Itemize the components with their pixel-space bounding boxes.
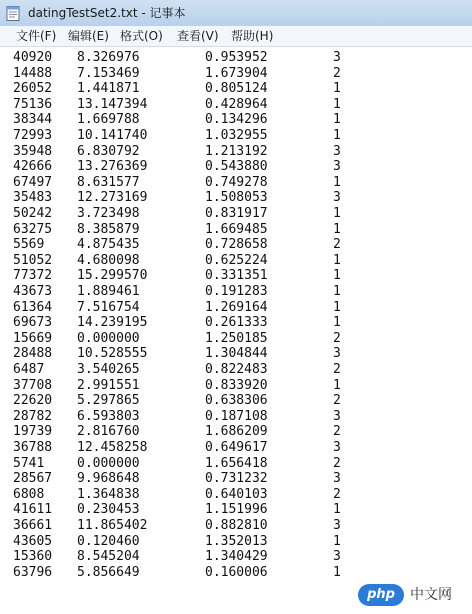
text-line <box>0 534 472 550</box>
text-line <box>0 175 472 191</box>
menu-bar <box>0 26 472 47</box>
text-col-2: 3.723498 <box>77 206 140 221</box>
text-col-2: 0.000000 <box>77 330 140 346</box>
text-col-3: 0.953952 <box>205 50 268 65</box>
text-col-3: 1.250185 <box>205 330 268 346</box>
text-line <box>0 487 472 503</box>
text-col-1: 26052 <box>13 81 53 97</box>
text-line <box>0 300 472 316</box>
text-line <box>0 222 472 238</box>
text-col-2: 0.000000 <box>77 455 140 471</box>
text-col-2: 1.441871 <box>77 81 140 97</box>
text-col-1: 77372 <box>13 268 53 284</box>
notepad-icon <box>6 5 21 21</box>
text-col-1: 51052 <box>13 252 53 268</box>
text-line <box>0 112 472 128</box>
text-editor-area[interactable] <box>0 47 472 614</box>
text-col-3: 1.352013 <box>205 533 268 549</box>
text-col-3: 1.656418 <box>205 455 268 471</box>
text-col-1: 41611 <box>13 502 53 518</box>
text-col-2: 0.120460 <box>77 533 140 549</box>
text-col-1: 36661 <box>13 518 53 533</box>
text-col-1: 61364 <box>13 299 53 315</box>
text-col-4: 3 <box>333 518 341 533</box>
text-col-3: 0.187108 <box>205 408 268 424</box>
text-col-3: 0.640103 <box>205 486 268 502</box>
text-col-2: 2.991551 <box>77 377 140 393</box>
text-col-4: 1 <box>333 564 341 580</box>
text-col-3: 0.831917 <box>205 206 268 221</box>
text-col-4: 3 <box>333 190 341 206</box>
text-col-3: 0.331351 <box>205 268 268 284</box>
text-col-1: 15360 <box>13 549 53 565</box>
text-col-3: 1.686209 <box>205 424 268 440</box>
text-line <box>0 331 472 347</box>
text-col-1: 5741 <box>13 455 45 471</box>
text-col-1: 19739 <box>13 424 53 440</box>
text-col-2: 9.968648 <box>77 471 140 487</box>
text-col-3: 0.543880 <box>205 159 268 175</box>
text-col-1: 69673 <box>13 315 53 331</box>
text-col-4: 1 <box>333 299 341 315</box>
text-col-3: 1.669485 <box>205 221 268 237</box>
text-line <box>0 66 472 82</box>
text-col-2: 14.239195 <box>77 315 148 331</box>
text-line <box>0 409 472 425</box>
text-col-1: 6487 <box>13 362 45 377</box>
text-col-1: 35483 <box>13 190 53 206</box>
text-col-4: 2 <box>333 330 341 346</box>
text-col-3: 1.269164 <box>205 299 268 315</box>
text-col-1: 14488 <box>13 65 53 81</box>
text-col-4: 3 <box>333 471 341 487</box>
text-line <box>0 159 472 175</box>
text-line <box>0 284 472 300</box>
text-col-2: 11.865402 <box>77 518 148 533</box>
text-col-2: 5.297865 <box>77 393 140 409</box>
text-col-1: 38344 <box>13 112 53 128</box>
text-col-2: 1.669788 <box>77 112 140 128</box>
text-line <box>0 346 472 362</box>
text-col-1: 43673 <box>13 284 53 299</box>
text-col-2: 12.273169 <box>77 190 148 206</box>
text-col-4: 3 <box>333 549 341 565</box>
text-col-3: 0.833920 <box>205 377 268 393</box>
text-col-1: 67497 <box>13 174 53 190</box>
text-col-2: 7.516754 <box>77 299 140 315</box>
text-col-3: 1.213192 <box>205 143 268 159</box>
text-line <box>0 502 472 518</box>
text-col-3: 0.822483 <box>205 362 268 377</box>
text-col-4: 1 <box>333 252 341 268</box>
text-line <box>0 253 472 269</box>
text-line <box>0 549 472 565</box>
text-line <box>0 565 472 581</box>
text-line <box>0 237 472 253</box>
text-col-2: 6.593803 <box>77 408 140 424</box>
text-col-2: 0.230453 <box>77 502 140 518</box>
text-col-2: 13.276369 <box>77 159 148 175</box>
text-col-4: 1 <box>333 377 341 393</box>
text-line <box>0 362 472 378</box>
text-col-1: 63796 <box>13 564 53 580</box>
menu-view[interactable]: 查看(V) <box>177 29 219 43</box>
text-col-2: 5.856649 <box>77 564 140 580</box>
text-col-2: 1.364838 <box>77 486 140 502</box>
text-col-2: 4.680098 <box>77 252 140 268</box>
text-col-2: 2.816760 <box>77 424 140 440</box>
text-col-4: 2 <box>333 393 341 409</box>
text-col-1: 63275 <box>13 221 53 237</box>
text-col-2: 7.153469 <box>77 65 140 81</box>
text-col-2: 6.830792 <box>77 143 140 159</box>
text-col-3: 0.638306 <box>205 393 268 409</box>
menu-edit[interactable]: 编辑(E) <box>68 29 109 43</box>
text-col-2: 8.545204 <box>77 549 140 565</box>
text-col-3: 0.428964 <box>205 96 268 112</box>
text-line <box>0 315 472 331</box>
text-col-4: 3 <box>333 50 341 65</box>
text-col-1: 43605 <box>13 533 53 549</box>
text-line <box>0 190 472 206</box>
text-col-1: 5569 <box>13 237 45 253</box>
text-col-3: 0.731232 <box>205 471 268 487</box>
text-line <box>0 97 472 113</box>
text-col-1: 6808 <box>13 486 45 502</box>
text-col-4: 2 <box>333 362 341 377</box>
text-line <box>0 456 472 472</box>
text-col-2: 15.299570 <box>77 268 148 284</box>
text-col-1: 22620 <box>13 393 53 409</box>
text-col-3: 1.032955 <box>205 128 268 143</box>
text-col-1: 35948 <box>13 143 53 159</box>
text-col-4: 3 <box>333 159 341 175</box>
text-col-3: 1.673904 <box>205 65 268 81</box>
text-line <box>0 378 472 394</box>
menu-format[interactable]: 格式(O) <box>120 29 163 43</box>
text-col-1: 28488 <box>13 346 53 362</box>
text-col-3: 1.151996 <box>205 502 268 518</box>
text-col-3: 0.649617 <box>205 440 268 455</box>
text-col-3: 1.340429 <box>205 549 268 565</box>
site-watermark <box>354 582 466 608</box>
text-col-3: 1.508053 <box>205 190 268 206</box>
text-col-4: 2 <box>333 424 341 440</box>
text-col-1: 50242 <box>13 206 53 221</box>
text-col-2: 8.326976 <box>77 50 140 65</box>
text-col-1: 36788 <box>13 440 53 455</box>
text-col-4: 1 <box>333 96 341 112</box>
text-col-1: 72993 <box>13 128 53 143</box>
text-line <box>0 81 472 97</box>
text-col-2: 8.385879 <box>77 221 140 237</box>
text-col-4: 2 <box>333 486 341 502</box>
menu-help[interactable]: 帮助(H) <box>231 29 274 43</box>
text-line <box>0 424 472 440</box>
text-col-4: 1 <box>333 112 341 128</box>
text-col-3: 0.749278 <box>205 174 268 190</box>
text-col-4: 1 <box>333 81 341 97</box>
text-col-3: 1.304844 <box>205 346 268 362</box>
title-bar[interactable] <box>0 0 472 27</box>
text-col-1: 28567 <box>13 471 53 487</box>
text-line <box>0 268 472 284</box>
text-col-3: 0.134296 <box>205 112 268 128</box>
text-col-3: 0.261333 <box>205 315 268 331</box>
text-line <box>0 393 472 409</box>
text-col-2: 13.147394 <box>77 96 148 112</box>
text-col-4: 1 <box>333 315 341 331</box>
text-col-3: 0.625224 <box>205 252 268 268</box>
text-col-3: 0.882810 <box>205 518 268 533</box>
text-col-1: 37708 <box>13 377 53 393</box>
text-col-4: 2 <box>333 237 341 253</box>
text-col-2: 10.528555 <box>77 346 148 362</box>
text-col-4: 3 <box>333 143 341 159</box>
text-col-4: 1 <box>333 206 341 221</box>
text-col-3: 0.805124 <box>205 81 268 97</box>
text-col-4: 3 <box>333 346 341 362</box>
text-line <box>0 518 472 534</box>
text-col-1: 40920 <box>13 50 53 65</box>
window-title: datingTestSet2.txt - 记事本 <box>28 6 186 20</box>
watermark-badge: php <box>358 584 404 606</box>
text-col-2: 4.875435 <box>77 237 140 253</box>
text-col-1: 42666 <box>13 159 53 175</box>
text-col-3: 0.728658 <box>205 237 268 253</box>
watermark-text: 中文网 <box>410 587 452 603</box>
text-col-4: 1 <box>333 128 341 143</box>
text-col-4: 2 <box>333 65 341 81</box>
text-col-2: 12.458258 <box>77 440 148 455</box>
text-col-4: 1 <box>333 268 341 284</box>
text-col-4: 3 <box>333 408 341 424</box>
text-col-3: 0.191283 <box>205 284 268 299</box>
text-line <box>0 128 472 144</box>
text-col-1: 28782 <box>13 408 53 424</box>
text-col-2: 1.889461 <box>77 284 140 299</box>
text-line <box>0 206 472 222</box>
text-col-4: 1 <box>333 533 341 549</box>
text-col-4: 3 <box>333 440 341 455</box>
text-line <box>0 471 472 487</box>
menu-file[interactable]: 文件(F) <box>16 29 57 43</box>
text-col-4: 1 <box>333 284 341 299</box>
text-line <box>0 144 472 160</box>
text-col-1: 15669 <box>13 330 53 346</box>
text-col-2: 10.141740 <box>77 128 148 143</box>
text-col-4: 1 <box>333 502 341 518</box>
text-col-4: 1 <box>333 174 341 190</box>
text-col-2: 3.540265 <box>77 362 140 377</box>
text-col-1: 75136 <box>13 96 53 112</box>
text-col-3: 0.160006 <box>205 564 268 580</box>
text-col-4: 1 <box>333 221 341 237</box>
text-line <box>0 50 472 66</box>
text-col-2: 8.631577 <box>77 174 140 190</box>
text-line <box>0 440 472 456</box>
text-col-4: 2 <box>333 455 341 471</box>
